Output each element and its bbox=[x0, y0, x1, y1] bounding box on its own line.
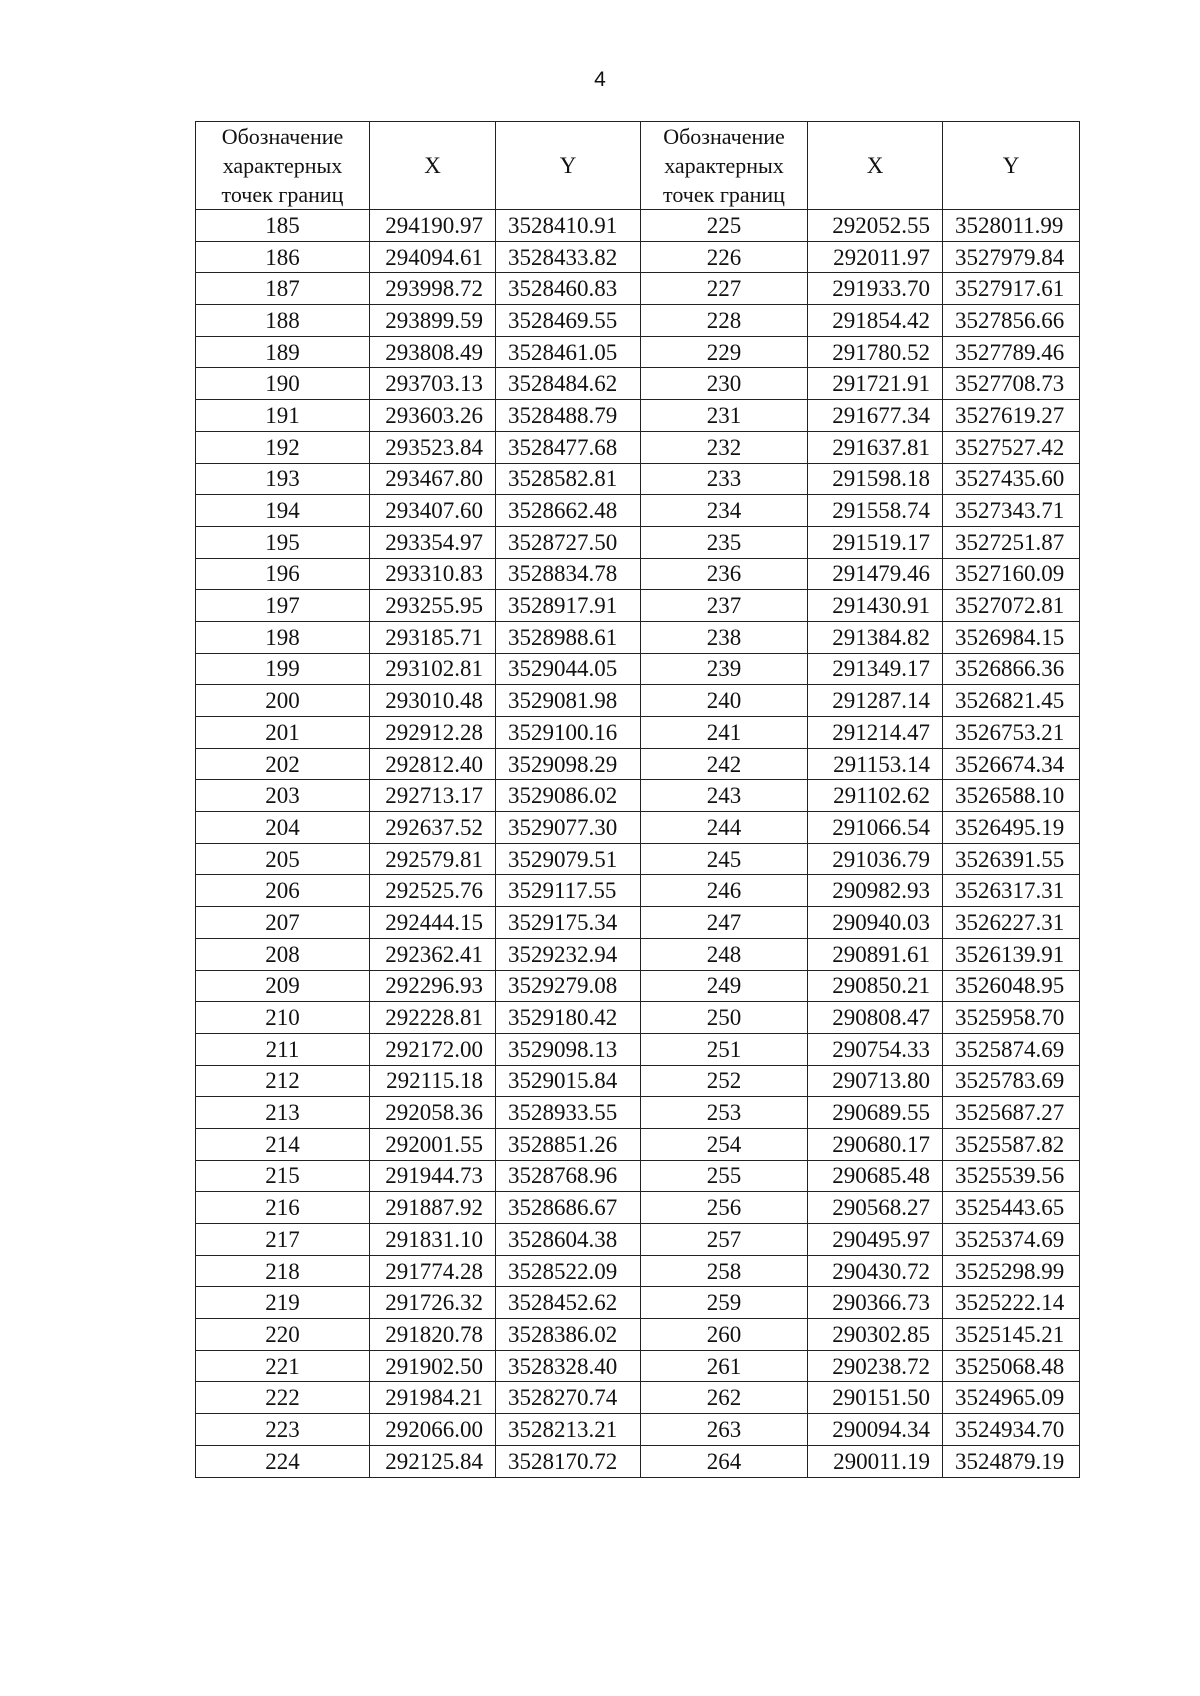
header-row bbox=[196, 122, 1080, 210]
left-y-coord-cell: 3529180.42 bbox=[496, 1002, 641, 1034]
right-point-id-cell: 232 bbox=[641, 431, 808, 463]
right-x-coord-cell: 290982.93 bbox=[808, 875, 943, 907]
left-x-coord-cell: 293185.71 bbox=[370, 621, 496, 653]
table-row bbox=[196, 748, 1080, 780]
left-y-coord-cell: 3528488.79 bbox=[496, 400, 641, 432]
left-y-coord-cell: 3528988.61 bbox=[496, 621, 641, 653]
table-row bbox=[196, 431, 1080, 463]
right-x-coord-cell: 290011.19 bbox=[808, 1445, 943, 1477]
left-y-coord-cell: 3529175.34 bbox=[496, 907, 641, 939]
left-point-id-cell: 195 bbox=[196, 526, 370, 558]
left-point-id-cell: 216 bbox=[196, 1192, 370, 1224]
right-x-coord-cell: 291384.82 bbox=[808, 621, 943, 653]
table-row bbox=[196, 1319, 1080, 1351]
right-y-coord-cell: 3526048.95 bbox=[943, 970, 1080, 1002]
right-x-coord-cell: 291598.18 bbox=[808, 463, 943, 495]
right-point-id-cell: 248 bbox=[641, 938, 808, 970]
right-point-id-cell: 244 bbox=[641, 812, 808, 844]
left-point-id-cell: 220 bbox=[196, 1319, 370, 1351]
right-y-coord-cell: 3525958.70 bbox=[943, 1002, 1080, 1034]
right-x-coord-cell: 290689.55 bbox=[808, 1097, 943, 1129]
right-y-coord-cell: 3526821.45 bbox=[943, 685, 1080, 717]
left-x-coord-cell: 292228.81 bbox=[370, 1002, 496, 1034]
left-point-id-cell: 208 bbox=[196, 938, 370, 970]
left-y-coord-cell: 3528604.38 bbox=[496, 1224, 641, 1256]
right-point-id-cell: 263 bbox=[641, 1414, 808, 1446]
right-x-coord-cell: 291430.91 bbox=[808, 590, 943, 622]
right-point-id-cell: 240 bbox=[641, 685, 808, 717]
left-x-coord-cell: 291902.50 bbox=[370, 1350, 496, 1382]
right-y-coord-cell: 3525145.21 bbox=[943, 1319, 1080, 1351]
table-row bbox=[196, 305, 1080, 337]
right-y-coord-cell: 3527917.61 bbox=[943, 273, 1080, 305]
left-point-id-cell: 188 bbox=[196, 305, 370, 337]
table-row bbox=[196, 495, 1080, 527]
left-y-coord-cell: 3528851.26 bbox=[496, 1128, 641, 1160]
right-x-coord-cell: 291036.79 bbox=[808, 843, 943, 875]
header-point-left: Обозначение характерных точек границ bbox=[196, 122, 370, 210]
table-row bbox=[196, 558, 1080, 590]
table-row bbox=[196, 526, 1080, 558]
right-point-id-cell: 253 bbox=[641, 1097, 808, 1129]
left-point-id-cell: 200 bbox=[196, 685, 370, 717]
right-point-id-cell: 255 bbox=[641, 1160, 808, 1192]
right-y-coord-cell: 3524934.70 bbox=[943, 1414, 1080, 1446]
left-point-id-cell: 201 bbox=[196, 717, 370, 749]
left-x-coord-cell: 294190.97 bbox=[370, 210, 496, 242]
left-point-id-cell: 196 bbox=[196, 558, 370, 590]
right-y-coord-cell: 3525443.65 bbox=[943, 1192, 1080, 1224]
left-y-coord-cell: 3528686.67 bbox=[496, 1192, 641, 1224]
right-point-id-cell: 239 bbox=[641, 653, 808, 685]
left-y-coord-cell: 3528270.74 bbox=[496, 1382, 641, 1414]
left-x-coord-cell: 293255.95 bbox=[370, 590, 496, 622]
left-x-coord-cell: 292812.40 bbox=[370, 748, 496, 780]
left-point-id-cell: 190 bbox=[196, 368, 370, 400]
left-x-coord-cell: 293102.81 bbox=[370, 653, 496, 685]
boundary-points-table bbox=[195, 121, 1080, 1478]
left-point-id-cell: 211 bbox=[196, 1033, 370, 1065]
left-y-coord-cell: 3529117.55 bbox=[496, 875, 641, 907]
left-x-coord-cell: 293998.72 bbox=[370, 273, 496, 305]
right-x-coord-cell: 291933.70 bbox=[808, 273, 943, 305]
right-y-coord-cell: 3525687.27 bbox=[943, 1097, 1080, 1129]
left-x-coord-cell: 293703.13 bbox=[370, 368, 496, 400]
table-row bbox=[196, 653, 1080, 685]
left-x-coord-cell: 293523.84 bbox=[370, 431, 496, 463]
left-x-coord-cell: 292637.52 bbox=[370, 812, 496, 844]
left-y-coord-cell: 3529279.08 bbox=[496, 970, 641, 1002]
right-y-coord-cell: 3527435.60 bbox=[943, 463, 1080, 495]
right-point-id-cell: 234 bbox=[641, 495, 808, 527]
left-x-coord-cell: 293808.49 bbox=[370, 336, 496, 368]
right-x-coord-cell: 290430.72 bbox=[808, 1255, 943, 1287]
right-point-id-cell: 235 bbox=[641, 526, 808, 558]
table-body bbox=[196, 210, 1080, 1478]
left-y-coord-cell: 3528582.81 bbox=[496, 463, 641, 495]
table-row bbox=[196, 1224, 1080, 1256]
right-x-coord-cell: 290685.48 bbox=[808, 1160, 943, 1192]
right-x-coord-cell: 290713.80 bbox=[808, 1065, 943, 1097]
table-row bbox=[196, 875, 1080, 907]
table-row bbox=[196, 717, 1080, 749]
table-row bbox=[196, 685, 1080, 717]
right-point-id-cell: 238 bbox=[641, 621, 808, 653]
left-y-coord-cell: 3528469.55 bbox=[496, 305, 641, 337]
left-x-coord-cell: 292058.36 bbox=[370, 1097, 496, 1129]
right-point-id-cell: 236 bbox=[641, 558, 808, 590]
left-point-id-cell: 199 bbox=[196, 653, 370, 685]
left-x-coord-cell: 291774.28 bbox=[370, 1255, 496, 1287]
left-point-id-cell: 198 bbox=[196, 621, 370, 653]
left-x-coord-cell: 292001.55 bbox=[370, 1128, 496, 1160]
right-x-coord-cell: 290940.03 bbox=[808, 907, 943, 939]
left-y-coord-cell: 3528933.55 bbox=[496, 1097, 641, 1129]
right-y-coord-cell: 3527979.84 bbox=[943, 241, 1080, 273]
left-y-coord-cell: 3528433.82 bbox=[496, 241, 641, 273]
left-y-coord-cell: 3528477.68 bbox=[496, 431, 641, 463]
right-point-id-cell: 245 bbox=[641, 843, 808, 875]
left-x-coord-cell: 292296.93 bbox=[370, 970, 496, 1002]
table-row bbox=[196, 590, 1080, 622]
right-point-id-cell: 258 bbox=[641, 1255, 808, 1287]
right-point-id-cell: 261 bbox=[641, 1350, 808, 1382]
left-x-coord-cell: 293603.26 bbox=[370, 400, 496, 432]
right-point-id-cell: 252 bbox=[641, 1065, 808, 1097]
left-y-coord-cell: 3528461.05 bbox=[496, 336, 641, 368]
right-x-coord-cell: 290808.47 bbox=[808, 1002, 943, 1034]
right-point-id-cell: 226 bbox=[641, 241, 808, 273]
left-point-id-cell: 204 bbox=[196, 812, 370, 844]
right-y-coord-cell: 3524879.19 bbox=[943, 1445, 1080, 1477]
table-row bbox=[196, 970, 1080, 1002]
table-row bbox=[196, 938, 1080, 970]
left-x-coord-cell: 292579.81 bbox=[370, 843, 496, 875]
right-point-id-cell: 233 bbox=[641, 463, 808, 495]
left-x-coord-cell: 293899.59 bbox=[370, 305, 496, 337]
left-point-id-cell: 185 bbox=[196, 210, 370, 242]
left-point-id-cell: 219 bbox=[196, 1287, 370, 1319]
left-x-coord-cell: 293010.48 bbox=[370, 685, 496, 717]
left-y-coord-cell: 3528662.48 bbox=[496, 495, 641, 527]
right-x-coord-cell: 292052.55 bbox=[808, 210, 943, 242]
left-y-coord-cell: 3529098.29 bbox=[496, 748, 641, 780]
right-y-coord-cell: 3525874.69 bbox=[943, 1033, 1080, 1065]
left-point-id-cell: 202 bbox=[196, 748, 370, 780]
right-x-coord-cell: 291349.17 bbox=[808, 653, 943, 685]
left-point-id-cell: 222 bbox=[196, 1382, 370, 1414]
left-y-coord-cell: 3528170.72 bbox=[496, 1445, 641, 1477]
right-x-coord-cell: 291721.91 bbox=[808, 368, 943, 400]
right-x-coord-cell: 290151.50 bbox=[808, 1382, 943, 1414]
left-x-coord-cell: 291820.78 bbox=[370, 1319, 496, 1351]
left-point-id-cell: 206 bbox=[196, 875, 370, 907]
right-y-coord-cell: 3527619.27 bbox=[943, 400, 1080, 432]
right-y-coord-cell: 3526674.34 bbox=[943, 748, 1080, 780]
right-y-coord-cell: 3526317.31 bbox=[943, 875, 1080, 907]
header-x-right: X bbox=[808, 122, 943, 210]
left-point-id-cell: 194 bbox=[196, 495, 370, 527]
right-x-coord-cell: 290366.73 bbox=[808, 1287, 943, 1319]
table-row bbox=[196, 1255, 1080, 1287]
left-point-id-cell: 221 bbox=[196, 1350, 370, 1382]
right-y-coord-cell: 3525068.48 bbox=[943, 1350, 1080, 1382]
table-row bbox=[196, 621, 1080, 653]
left-y-coord-cell: 3528410.91 bbox=[496, 210, 641, 242]
right-point-id-cell: 262 bbox=[641, 1382, 808, 1414]
left-y-coord-cell: 3529044.05 bbox=[496, 653, 641, 685]
right-y-coord-cell: 3526753.21 bbox=[943, 717, 1080, 749]
right-point-id-cell: 230 bbox=[641, 368, 808, 400]
page-number: 4 bbox=[594, 68, 606, 91]
table-row bbox=[196, 1350, 1080, 1382]
left-y-coord-cell: 3529015.84 bbox=[496, 1065, 641, 1097]
table-row bbox=[196, 210, 1080, 242]
right-point-id-cell: 259 bbox=[641, 1287, 808, 1319]
left-point-id-cell: 186 bbox=[196, 241, 370, 273]
table-row bbox=[196, 843, 1080, 875]
right-x-coord-cell: 291637.81 bbox=[808, 431, 943, 463]
right-x-coord-cell: 290302.85 bbox=[808, 1319, 943, 1351]
right-point-id-cell: 257 bbox=[641, 1224, 808, 1256]
right-point-id-cell: 260 bbox=[641, 1319, 808, 1351]
right-y-coord-cell: 3526588.10 bbox=[943, 780, 1080, 812]
left-x-coord-cell: 291887.92 bbox=[370, 1192, 496, 1224]
left-x-coord-cell: 292115.18 bbox=[370, 1065, 496, 1097]
left-x-coord-cell: 292066.00 bbox=[370, 1414, 496, 1446]
left-point-id-cell: 218 bbox=[196, 1255, 370, 1287]
left-point-id-cell: 203 bbox=[196, 780, 370, 812]
left-x-coord-cell: 292362.41 bbox=[370, 938, 496, 970]
right-point-id-cell: 237 bbox=[641, 590, 808, 622]
right-point-id-cell: 231 bbox=[641, 400, 808, 432]
left-x-coord-cell: 291944.73 bbox=[370, 1160, 496, 1192]
right-point-id-cell: 256 bbox=[641, 1192, 808, 1224]
left-x-coord-cell: 291726.32 bbox=[370, 1287, 496, 1319]
table-row bbox=[196, 241, 1080, 273]
right-point-id-cell: 254 bbox=[641, 1128, 808, 1160]
table-row bbox=[196, 1414, 1080, 1446]
right-y-coord-cell: 3526495.19 bbox=[943, 812, 1080, 844]
left-point-id-cell: 223 bbox=[196, 1414, 370, 1446]
right-x-coord-cell: 290495.97 bbox=[808, 1224, 943, 1256]
left-y-coord-cell: 3529232.94 bbox=[496, 938, 641, 970]
right-x-coord-cell: 291214.47 bbox=[808, 717, 943, 749]
left-point-id-cell: 207 bbox=[196, 907, 370, 939]
right-y-coord-cell: 3526866.36 bbox=[943, 653, 1080, 685]
table-row bbox=[196, 812, 1080, 844]
right-point-id-cell: 225 bbox=[641, 210, 808, 242]
right-y-coord-cell: 3526391.55 bbox=[943, 843, 1080, 875]
left-x-coord-cell: 292444.15 bbox=[370, 907, 496, 939]
left-point-id-cell: 224 bbox=[196, 1445, 370, 1477]
right-x-coord-cell: 290891.61 bbox=[808, 938, 943, 970]
right-y-coord-cell: 3527856.66 bbox=[943, 305, 1080, 337]
right-point-id-cell: 243 bbox=[641, 780, 808, 812]
right-y-coord-cell: 3525298.99 bbox=[943, 1255, 1080, 1287]
left-y-coord-cell: 3528727.50 bbox=[496, 526, 641, 558]
right-x-coord-cell: 290850.21 bbox=[808, 970, 943, 1002]
right-x-coord-cell: 291066.54 bbox=[808, 812, 943, 844]
left-y-coord-cell: 3528834.78 bbox=[496, 558, 641, 590]
table-row bbox=[196, 780, 1080, 812]
right-point-id-cell: 250 bbox=[641, 1002, 808, 1034]
right-point-id-cell: 246 bbox=[641, 875, 808, 907]
right-point-id-cell: 264 bbox=[641, 1445, 808, 1477]
left-point-id-cell: 191 bbox=[196, 400, 370, 432]
right-x-coord-cell: 291153.14 bbox=[808, 748, 943, 780]
left-y-coord-cell: 3528917.91 bbox=[496, 590, 641, 622]
right-x-coord-cell: 290094.34 bbox=[808, 1414, 943, 1446]
right-x-coord-cell: 290680.17 bbox=[808, 1128, 943, 1160]
table-row bbox=[196, 1192, 1080, 1224]
left-point-id-cell: 213 bbox=[196, 1097, 370, 1129]
left-y-coord-cell: 3528484.62 bbox=[496, 368, 641, 400]
left-x-coord-cell: 293467.80 bbox=[370, 463, 496, 495]
right-point-id-cell: 242 bbox=[641, 748, 808, 780]
table-row bbox=[196, 336, 1080, 368]
left-x-coord-cell: 291984.21 bbox=[370, 1382, 496, 1414]
left-x-coord-cell: 293407.60 bbox=[370, 495, 496, 527]
right-x-coord-cell: 290754.33 bbox=[808, 1033, 943, 1065]
left-y-coord-cell: 3528213.21 bbox=[496, 1414, 641, 1446]
table-row bbox=[196, 1287, 1080, 1319]
left-y-coord-cell: 3529100.16 bbox=[496, 717, 641, 749]
left-x-coord-cell: 292525.76 bbox=[370, 875, 496, 907]
left-point-id-cell: 193 bbox=[196, 463, 370, 495]
left-x-coord-cell: 294094.61 bbox=[370, 241, 496, 273]
left-point-id-cell: 215 bbox=[196, 1160, 370, 1192]
right-y-coord-cell: 3525783.69 bbox=[943, 1065, 1080, 1097]
left-point-id-cell: 214 bbox=[196, 1128, 370, 1160]
left-x-coord-cell: 293310.83 bbox=[370, 558, 496, 590]
left-point-id-cell: 212 bbox=[196, 1065, 370, 1097]
right-point-id-cell: 251 bbox=[641, 1033, 808, 1065]
left-x-coord-cell: 292912.28 bbox=[370, 717, 496, 749]
right-x-coord-cell: 290238.72 bbox=[808, 1350, 943, 1382]
right-x-coord-cell: 292011.97 bbox=[808, 241, 943, 273]
left-point-id-cell: 189 bbox=[196, 336, 370, 368]
right-y-coord-cell: 3524965.09 bbox=[943, 1382, 1080, 1414]
right-y-coord-cell: 3525587.82 bbox=[943, 1128, 1080, 1160]
right-x-coord-cell: 291854.42 bbox=[808, 305, 943, 337]
left-point-id-cell: 209 bbox=[196, 970, 370, 1002]
right-x-coord-cell: 291287.14 bbox=[808, 685, 943, 717]
right-y-coord-cell: 3527072.81 bbox=[943, 590, 1080, 622]
left-x-coord-cell: 293354.97 bbox=[370, 526, 496, 558]
right-point-id-cell: 247 bbox=[641, 907, 808, 939]
left-y-coord-cell: 3528328.40 bbox=[496, 1350, 641, 1382]
left-point-id-cell: 192 bbox=[196, 431, 370, 463]
right-point-id-cell: 249 bbox=[641, 970, 808, 1002]
header-y-left: Y bbox=[496, 122, 641, 210]
right-y-coord-cell: 3526984.15 bbox=[943, 621, 1080, 653]
left-y-coord-cell: 3529086.02 bbox=[496, 780, 641, 812]
right-y-coord-cell: 3526139.91 bbox=[943, 938, 1080, 970]
right-y-coord-cell: 3527789.46 bbox=[943, 336, 1080, 368]
table-row bbox=[196, 1128, 1080, 1160]
table-row bbox=[196, 1160, 1080, 1192]
table-row bbox=[196, 1033, 1080, 1065]
right-y-coord-cell: 3525222.14 bbox=[943, 1287, 1080, 1319]
left-x-coord-cell: 292125.84 bbox=[370, 1445, 496, 1477]
right-x-coord-cell: 291479.46 bbox=[808, 558, 943, 590]
right-x-coord-cell: 290568.27 bbox=[808, 1192, 943, 1224]
left-x-coord-cell: 292713.17 bbox=[370, 780, 496, 812]
right-y-coord-cell: 3528011.99 bbox=[943, 210, 1080, 242]
header-y-right: Y bbox=[943, 122, 1080, 210]
left-y-coord-cell: 3528452.62 bbox=[496, 1287, 641, 1319]
right-y-coord-cell: 3527343.71 bbox=[943, 495, 1080, 527]
left-x-coord-cell: 292172.00 bbox=[370, 1033, 496, 1065]
right-x-coord-cell: 291102.62 bbox=[808, 780, 943, 812]
right-y-coord-cell: 3527708.73 bbox=[943, 368, 1080, 400]
right-point-id-cell: 229 bbox=[641, 336, 808, 368]
right-y-coord-cell: 3526227.31 bbox=[943, 907, 1080, 939]
table-row bbox=[196, 1445, 1080, 1477]
left-y-coord-cell: 3529081.98 bbox=[496, 685, 641, 717]
table-row bbox=[196, 273, 1080, 305]
right-point-id-cell: 228 bbox=[641, 305, 808, 337]
table-row bbox=[196, 1382, 1080, 1414]
right-x-coord-cell: 291558.74 bbox=[808, 495, 943, 527]
table-header bbox=[196, 122, 1080, 210]
table-row bbox=[196, 368, 1080, 400]
left-y-coord-cell: 3529079.51 bbox=[496, 843, 641, 875]
table-row bbox=[196, 463, 1080, 495]
right-x-coord-cell: 291677.34 bbox=[808, 400, 943, 432]
table-row bbox=[196, 1002, 1080, 1034]
left-point-id-cell: 187 bbox=[196, 273, 370, 305]
right-y-coord-cell: 3525539.56 bbox=[943, 1160, 1080, 1192]
right-point-id-cell: 241 bbox=[641, 717, 808, 749]
header-x-left: X bbox=[370, 122, 496, 210]
left-point-id-cell: 205 bbox=[196, 843, 370, 875]
table-row bbox=[196, 1097, 1080, 1129]
right-y-coord-cell: 3527160.09 bbox=[943, 558, 1080, 590]
header-point-right: Обозначение характерных точек границ bbox=[641, 122, 808, 210]
right-y-coord-cell: 3527251.87 bbox=[943, 526, 1080, 558]
left-y-coord-cell: 3529098.13 bbox=[496, 1033, 641, 1065]
table-row bbox=[196, 400, 1080, 432]
table-row bbox=[196, 1065, 1080, 1097]
right-y-coord-cell: 3525374.69 bbox=[943, 1224, 1080, 1256]
left-y-coord-cell: 3528460.83 bbox=[496, 273, 641, 305]
left-point-id-cell: 217 bbox=[196, 1224, 370, 1256]
table-row bbox=[196, 907, 1080, 939]
left-y-coord-cell: 3529077.30 bbox=[496, 812, 641, 844]
left-point-id-cell: 197 bbox=[196, 590, 370, 622]
left-y-coord-cell: 3528386.02 bbox=[496, 1319, 641, 1351]
right-x-coord-cell: 291519.17 bbox=[808, 526, 943, 558]
right-y-coord-cell: 3527527.42 bbox=[943, 431, 1080, 463]
right-point-id-cell: 227 bbox=[641, 273, 808, 305]
left-y-coord-cell: 3528768.96 bbox=[496, 1160, 641, 1192]
left-y-coord-cell: 3528522.09 bbox=[496, 1255, 641, 1287]
left-point-id-cell: 210 bbox=[196, 1002, 370, 1034]
left-x-coord-cell: 291831.10 bbox=[370, 1224, 496, 1256]
right-x-coord-cell: 291780.52 bbox=[808, 336, 943, 368]
